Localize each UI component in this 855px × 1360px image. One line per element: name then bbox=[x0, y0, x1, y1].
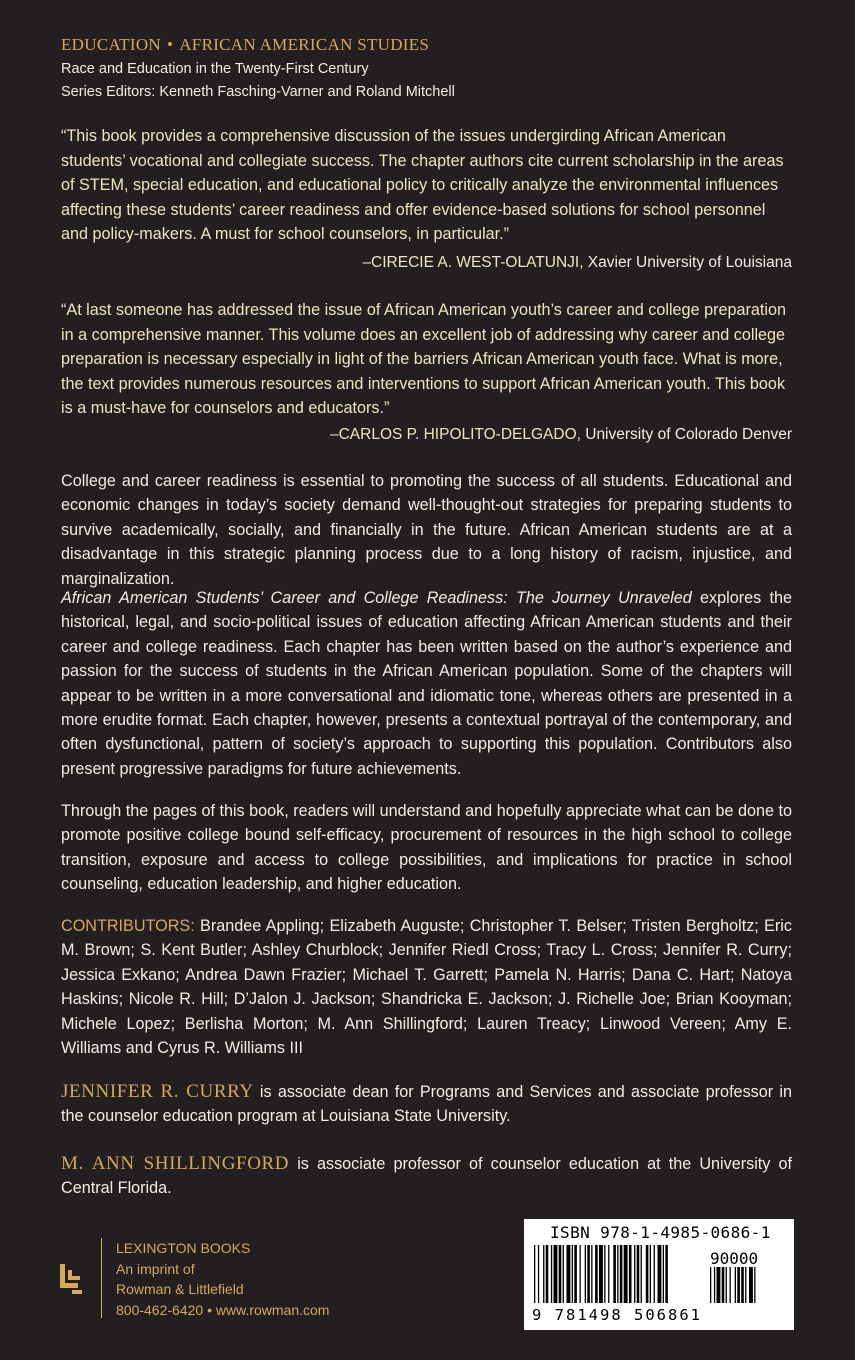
barcode-bar bbox=[629, 1245, 632, 1303]
publisher-name: LEXINGTON BOOKS bbox=[116, 1240, 251, 1256]
barcode-bar bbox=[617, 1245, 618, 1303]
publisher-contact: 800-462-6420 • www.rowman.com bbox=[116, 1301, 330, 1318]
contributors-names: Brandee Appling; Elizabeth Auguste; Christopher T. Belser; Tristen Bergholtz; Eric M. Brown; S. Kent Butler; Ashley Churblock; Jennifer Riedl Cross; Tracy L. Cross; Jennifer R. Curry; Jessica Exkano; Andrea Dawn Frazier; Michael T. Garrett; Pamela N. Harris; Dana C. Hart; Natoya Haskins; Nicole R. Hill; D’Jalon J. Jackson; Shandricka E. Jackson; J. Richelle Joe; Brian Kooyman; Michele Lopez; Berlisha Morton; M. Ann Shillingford; Lauren Treacy; Linwood Vereen; Amy E. Williams and Cyrus R. Williams III bbox=[61, 917, 792, 1058]
barcode-bar bbox=[546, 1245, 549, 1303]
barcode-bar bbox=[624, 1245, 628, 1303]
description-paragraph-1: College and career readiness is essential to promoting the success of all students. Educational and economic changes in today’s society demand well-thought-out strategies for preparing students to survive academically, socially, and financially in the future. African American students are at a disadvantage in this strategic planning process due to a long history of racism, injustice, and marginalization. bbox=[61, 472, 792, 588]
book-title: African American Students’ Career and College Readiness: The Journey Unraveled bbox=[61, 589, 692, 607]
author-name-2: M. ANN SHILLINGFORD bbox=[61, 1153, 290, 1174]
barcode-bar bbox=[574, 1245, 577, 1303]
barcode-bar bbox=[551, 1245, 552, 1303]
isbn-barcode bbox=[524, 1219, 794, 1330]
lexington-l-logo-icon bbox=[58, 1262, 86, 1301]
contributors-label: CONTRIBUTORS: bbox=[61, 917, 195, 935]
endorser-name-1: –CIRECIE A. WEST-OLATUNJI, bbox=[362, 254, 584, 271]
series-title: Race and Education in the Twenty-First Century bbox=[61, 61, 369, 77]
addon-bar bbox=[714, 1267, 715, 1303]
barcode-bar bbox=[650, 1245, 651, 1303]
barcode-bar bbox=[534, 1245, 535, 1303]
addon-bar bbox=[737, 1267, 740, 1303]
description-paragraph-2-text: explores the historical, legal, and socio-political issues of education affecting African American students and their career and college readiness. Each chapter has been written based on the author’s experience and passion for the success of students in the African American population. Some of the chapters will appear to be written in a more conversational and idiomatic tone, whereas others are presented in a more erudite format. Each chapter, however, presents a contextual portrayal of the contemporary, and often dysfunctional, pattern of society’s approach to supporting this population. Contributors also present progressive paradigms for future achievements. bbox=[61, 589, 793, 778]
barcode-bar bbox=[591, 1245, 592, 1303]
barcode-bar bbox=[654, 1245, 655, 1303]
barcode-bar bbox=[554, 1245, 558, 1303]
category-african-american-studies: AFRICAN AMERICAN STUDIES bbox=[179, 35, 430, 54]
barcode-bar bbox=[608, 1245, 609, 1303]
addon-bar bbox=[741, 1267, 744, 1303]
barcode-bar bbox=[646, 1245, 649, 1303]
publisher-text bbox=[116, 1238, 329, 1320]
barcode-digits: 9 781498 506861 bbox=[532, 1306, 702, 1324]
imprint-line-2: Rowman & Littlefield bbox=[116, 1281, 244, 1297]
endorsement-quote-2: “At last someone has addressed the issue of African American youth’s career and college preparation in a comprehensive manner. This volume does an excellent job of addressing why career and college preparation is necessary especially in light of the barriers African American youth face. What is more, the text provides numerous resources and interventions to support African American youth. This book is a must-have for counselors and educators.” bbox=[61, 301, 786, 418]
author-bio-text-1: is associate dean for Programs and Services and associate professor in the counselor education program at Louisiana State University. bbox=[61, 1083, 792, 1126]
description-paragraph-2 bbox=[61, 586, 792, 781]
author-bio-1 bbox=[61, 1080, 792, 1129]
barcode-bar bbox=[637, 1245, 640, 1303]
barcode-bar bbox=[658, 1245, 662, 1303]
author-bio-text-2: is associate professor of counselor education at the University of Central Florida. bbox=[61, 1155, 792, 1198]
addon-bar bbox=[717, 1267, 721, 1303]
publisher-divider bbox=[101, 1238, 102, 1318]
addon-bar bbox=[730, 1267, 731, 1303]
contributors-list bbox=[61, 914, 792, 1060]
addon-bar bbox=[754, 1267, 755, 1303]
barcode-bar bbox=[620, 1245, 623, 1303]
barcode-bar bbox=[634, 1245, 635, 1303]
barcode-bar bbox=[543, 1245, 544, 1303]
isbn-number: ISBN 978-1-4985-0686-1 bbox=[550, 1223, 771, 1242]
barcode-bar bbox=[580, 1245, 581, 1303]
description-paragraph-3: Through the pages of this book, readers will understand and hopefully appreciate what can be done to promote positive college bound self-efficacy, procurement of resources in the high school to college transition, exposure and access to college possibilities, and implications for practice in school counseling, education leadership, and higher education. bbox=[61, 802, 792, 894]
price-code: 90000 bbox=[710, 1249, 759, 1268]
addon-bar bbox=[749, 1267, 753, 1303]
category-bullet: • bbox=[166, 35, 174, 54]
publisher-block bbox=[52, 1234, 352, 1324]
barcode-bar bbox=[595, 1245, 598, 1303]
author-name-1: JENNIFER R. CURRY bbox=[61, 1081, 254, 1102]
imprint-line-1: An imprint of bbox=[116, 1260, 195, 1277]
endorsement-attribution-1 bbox=[362, 254, 792, 272]
barcode-bar bbox=[567, 1245, 571, 1303]
barcode-bar bbox=[641, 1245, 642, 1303]
category-header bbox=[61, 35, 429, 55]
addon-bar bbox=[710, 1267, 711, 1303]
barcode-bar bbox=[613, 1245, 616, 1303]
barcode-bar bbox=[572, 1245, 573, 1303]
barcode-bar bbox=[599, 1245, 603, 1303]
addon-bar bbox=[722, 1267, 725, 1303]
barcode-bar bbox=[563, 1245, 564, 1303]
barcode-bar bbox=[604, 1245, 605, 1303]
endorser-name-2: –CARLOS P. HIPOLITO-DELGADO, bbox=[329, 426, 581, 443]
category-education: EDUCATION bbox=[61, 35, 161, 54]
author-bio-2 bbox=[61, 1152, 792, 1201]
barcode-bar bbox=[665, 1245, 668, 1303]
endorsement-quote-1: “This book provides a comprehensive discussion of the issues undergirding African American students’ vocational and collegiate success. The chapter authors cite current scholarship in the areas of STEM, special education, and educational policy to critically analyze the environmental influences affecting these students’ career readiness and offer evidence-based solutions for school personnel and policy-makers. A must for school counselors, in particular.” bbox=[61, 127, 784, 244]
series-editors: Series Editors: Kenneth Fasching-Varner and Roland Mitchell bbox=[61, 84, 455, 100]
barcode-bar bbox=[663, 1245, 664, 1303]
endorser-affiliation-1: Xavier University of Louisiana bbox=[583, 254, 792, 271]
barcode-bar bbox=[538, 1245, 539, 1303]
endorsement-attribution-2 bbox=[330, 426, 792, 444]
barcode-bar bbox=[559, 1245, 562, 1303]
addon-bar bbox=[726, 1267, 727, 1303]
barcode-bar bbox=[585, 1245, 586, 1303]
barcode-bar bbox=[587, 1245, 590, 1303]
addon-bar bbox=[735, 1267, 736, 1303]
addon-bar bbox=[745, 1267, 746, 1303]
endorser-affiliation-2: University of Colorado Denver bbox=[580, 426, 792, 443]
